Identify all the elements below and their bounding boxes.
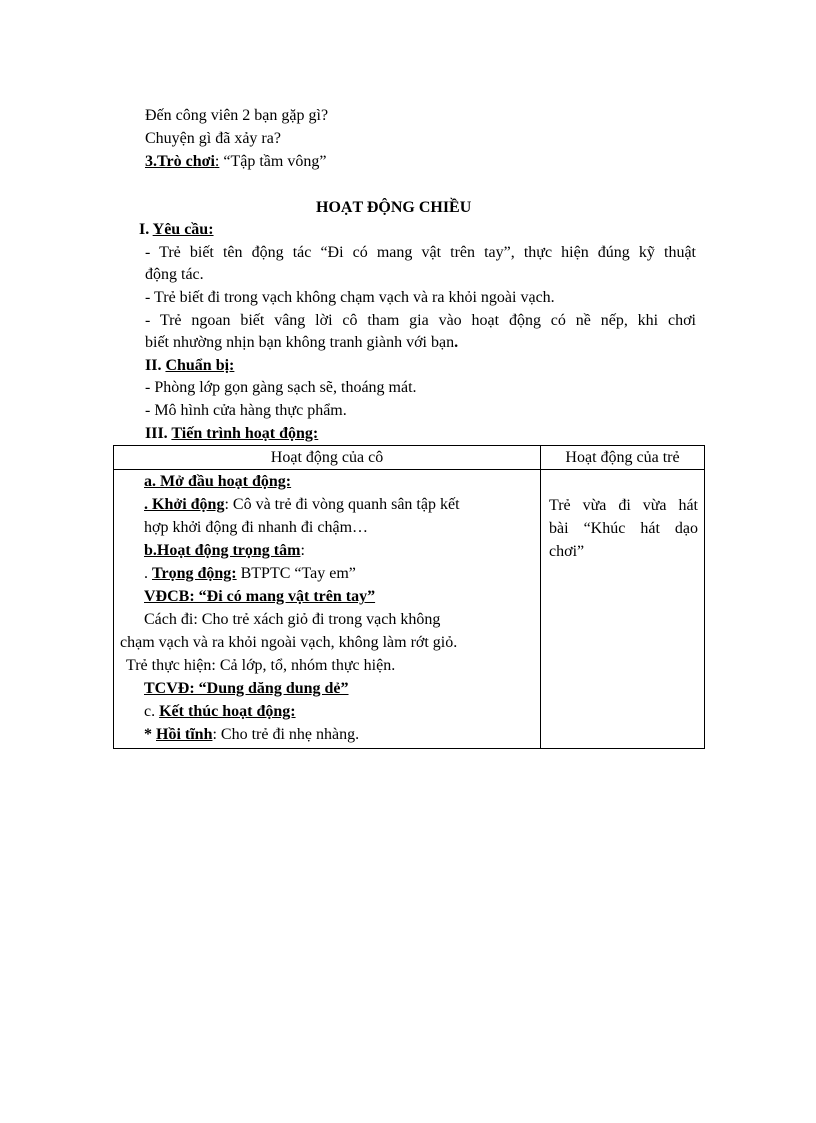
header-child: Hoạt động của trẻ <box>541 446 705 470</box>
part-c-title: Kết thúc hoạt động: <box>159 703 296 720</box>
requirement-3-cont <box>145 333 458 353</box>
preparation-1: - Phòng lớp gọn gàng sạch sẽ, thoáng mát. <box>145 379 417 396</box>
table-header-row <box>114 446 705 470</box>
game-colon: : <box>214 153 220 170</box>
preparation-title: Chuẩn bị: <box>165 357 235 374</box>
method-line-1: Cách đi: Cho trẻ xách giỏ đi trong vạch không <box>144 611 441 628</box>
requirement-1: - Trẻ biết tên động tác “Đi có mang vật trên tay”, thực hiện đúng kỹ thuật <box>145 244 696 261</box>
warmup-text: : Cô và trẻ đi vòng quanh sân tập kết <box>224 496 460 513</box>
header-teacher: Hoạt động của cô <box>114 446 541 470</box>
preparation-heading <box>145 356 234 376</box>
teacher-activities-cell <box>114 470 541 749</box>
child-line-2: bài “Khúc hát dạo <box>549 520 698 537</box>
warmup-label: . Khởi động <box>144 496 225 513</box>
requirements-title: Yêu cầu: <box>152 221 214 238</box>
game-label: 3.Trò chơi <box>145 153 215 170</box>
child-activities-cell <box>541 470 705 749</box>
child-line-3: chơi” <box>549 543 585 560</box>
warmup-line-2: hợp khởi động đi nhanh đi chậm… <box>144 519 369 536</box>
main-label: Trọng động: <box>152 565 237 582</box>
child-line-1: Trẻ vừa đi vừa hát <box>549 497 698 514</box>
main-exercise-line <box>114 562 540 585</box>
requirement-1-cont: động tác. <box>145 266 204 283</box>
warmup-line <box>114 493 540 516</box>
preparation-number: II. <box>145 357 162 374</box>
game-line <box>145 152 326 172</box>
procedure-heading <box>145 424 318 444</box>
calmdown-text: : Cho trẻ đi nhẹ nhàng. <box>212 726 360 743</box>
requirement-3-period: . <box>454 334 459 351</box>
main-prefix: . <box>144 565 152 582</box>
main-text: BTPTC “Tay em” <box>236 565 356 582</box>
part-b-title: b.Hoạt động trọng tâm <box>144 542 301 559</box>
activity-table <box>113 445 705 749</box>
part-b-colon: : <box>300 542 305 559</box>
requirements-heading <box>139 220 214 240</box>
requirement-2: - Trẻ biết đi trong vạch không chạm vạch và ra khỏi ngoài vạch. <box>145 289 555 306</box>
procedure-number: III. <box>145 425 168 442</box>
requirement-3: - Trẻ ngoan biết vâng lời cô tham gia vào hoạt động có nề nếp, khi chơi <box>145 312 696 329</box>
calmdown-star: * <box>144 726 156 743</box>
procedure-title: Tiến trình hoạt động: <box>171 425 319 442</box>
question-line-2: Chuyện gì đã xảy ra? <box>145 130 281 147</box>
question-line-1: Đến công viên 2 bạn gặp gì? <box>145 107 329 124</box>
part-c-prefix: c. <box>144 703 160 720</box>
table-body-row <box>114 470 705 749</box>
requirements-number: I. <box>139 221 150 238</box>
execution-line: Trẻ thực hiện: Cả lớp, tổ, nhóm thực hiện. <box>126 657 396 674</box>
section-title: HOẠT ĐỘNG CHIỀU <box>316 199 472 216</box>
preparation-2: - Mô hình cửa hàng thực phẩm. <box>145 402 347 419</box>
part-b-title-line <box>114 539 540 562</box>
tcvd-line: TCVĐ: “Dung dăng dung dẻ” <box>144 680 349 697</box>
part-c-line <box>114 700 540 723</box>
part-a-title: a. Mở đầu hoạt động: <box>144 473 292 490</box>
method-line-2: chạm vạch và ra khỏi ngoài vạch, không làm rớt giỏ. <box>120 634 458 651</box>
vdcb-line: VĐCB: “Đi có mang vật trên tay” <box>144 588 376 605</box>
calmdown-label: Hồi tĩnh <box>156 726 213 743</box>
game-name: “Tập tầm vông” <box>223 153 327 170</box>
requirement-3-text: biết nhường nhịn bạn không tranh giành với bạn <box>145 334 455 351</box>
calmdown-line <box>114 723 540 746</box>
